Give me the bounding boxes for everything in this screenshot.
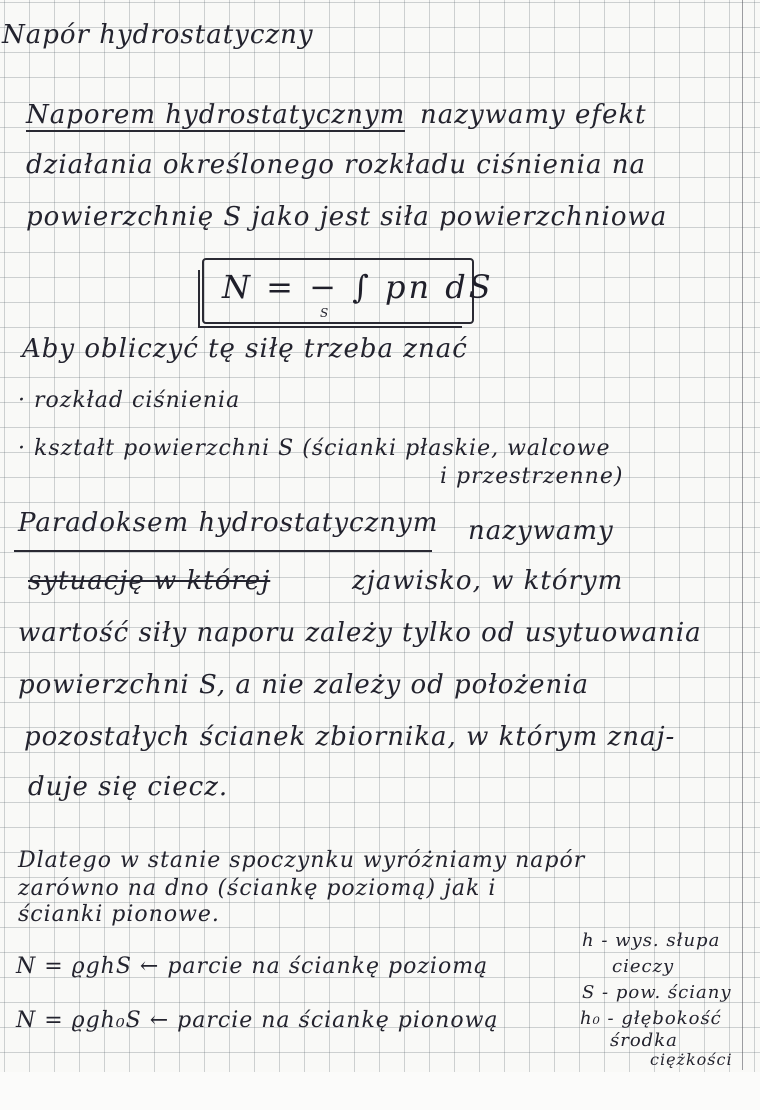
bullet-item: · rozkład ciśnienia (18, 388, 241, 413)
equation-vertical: N = ϱgh₀S ← parcie na ściankę pionową (16, 1008, 499, 1033)
equation-horizontal: N = ϱghS ← parcie na ściankę poziomą (16, 954, 489, 979)
page-title: Napór hydrostatyczny (2, 20, 314, 50)
legend-line: h₀ - głębokość (580, 1008, 722, 1029)
paradox-line: powierzchni S, a nie zależy od położenia (18, 670, 590, 700)
struck-text: sytuację w której (28, 566, 271, 596)
legend-line: środka (610, 1030, 678, 1051)
paradox-line: wartość siły naporu zależy tylko od usytuowania (18, 618, 702, 648)
case-line: zarówno na dno (ściankę poziomą) jak i (18, 876, 497, 901)
case-line: Dlatego w stanie spoczynku wyróżniamy napór (18, 848, 586, 873)
definition-line: powierzchnię S jako jest siła powierzchniowa (26, 202, 668, 232)
paradox-line: duje się ciecz. (28, 772, 229, 802)
legend-line: S - pow. ściany (582, 982, 732, 1003)
paradox-underline (14, 550, 432, 552)
paradox-line: zjawisko, w którym (352, 566, 624, 596)
legend-line: h - wys. słupa (582, 930, 721, 951)
paradox-term: Paradoksem hydrostatycznym (18, 508, 439, 538)
definition-line: działania określonego rozkładu ciśnienia na (26, 150, 647, 180)
formula: N = − ∫ pn dS (222, 268, 494, 306)
page-bottom-margin (0, 1072, 760, 1110)
paradox-line: nazywamy (468, 516, 614, 546)
definition-line: nazywamy efekt (420, 100, 647, 130)
legend-line: ciężkości (650, 1050, 733, 1069)
legend-line: cieczy (612, 956, 675, 977)
bullet-continuation: i przestrzenne) (440, 464, 624, 489)
bullet-item: · kształt powierzchni S (ścianki płaskie, walcowe (18, 436, 611, 461)
requirement-intro: Aby obliczyć tę siłę trzeba znać (22, 334, 468, 364)
definition-term: Naporem hydrostatycznym (26, 100, 406, 130)
formula-subscript: S (320, 306, 329, 320)
case-line: ścianki pionowe. (18, 902, 220, 927)
paradox-line: pozostałych ścianek zbiornika, w którym znaj- (24, 722, 676, 752)
